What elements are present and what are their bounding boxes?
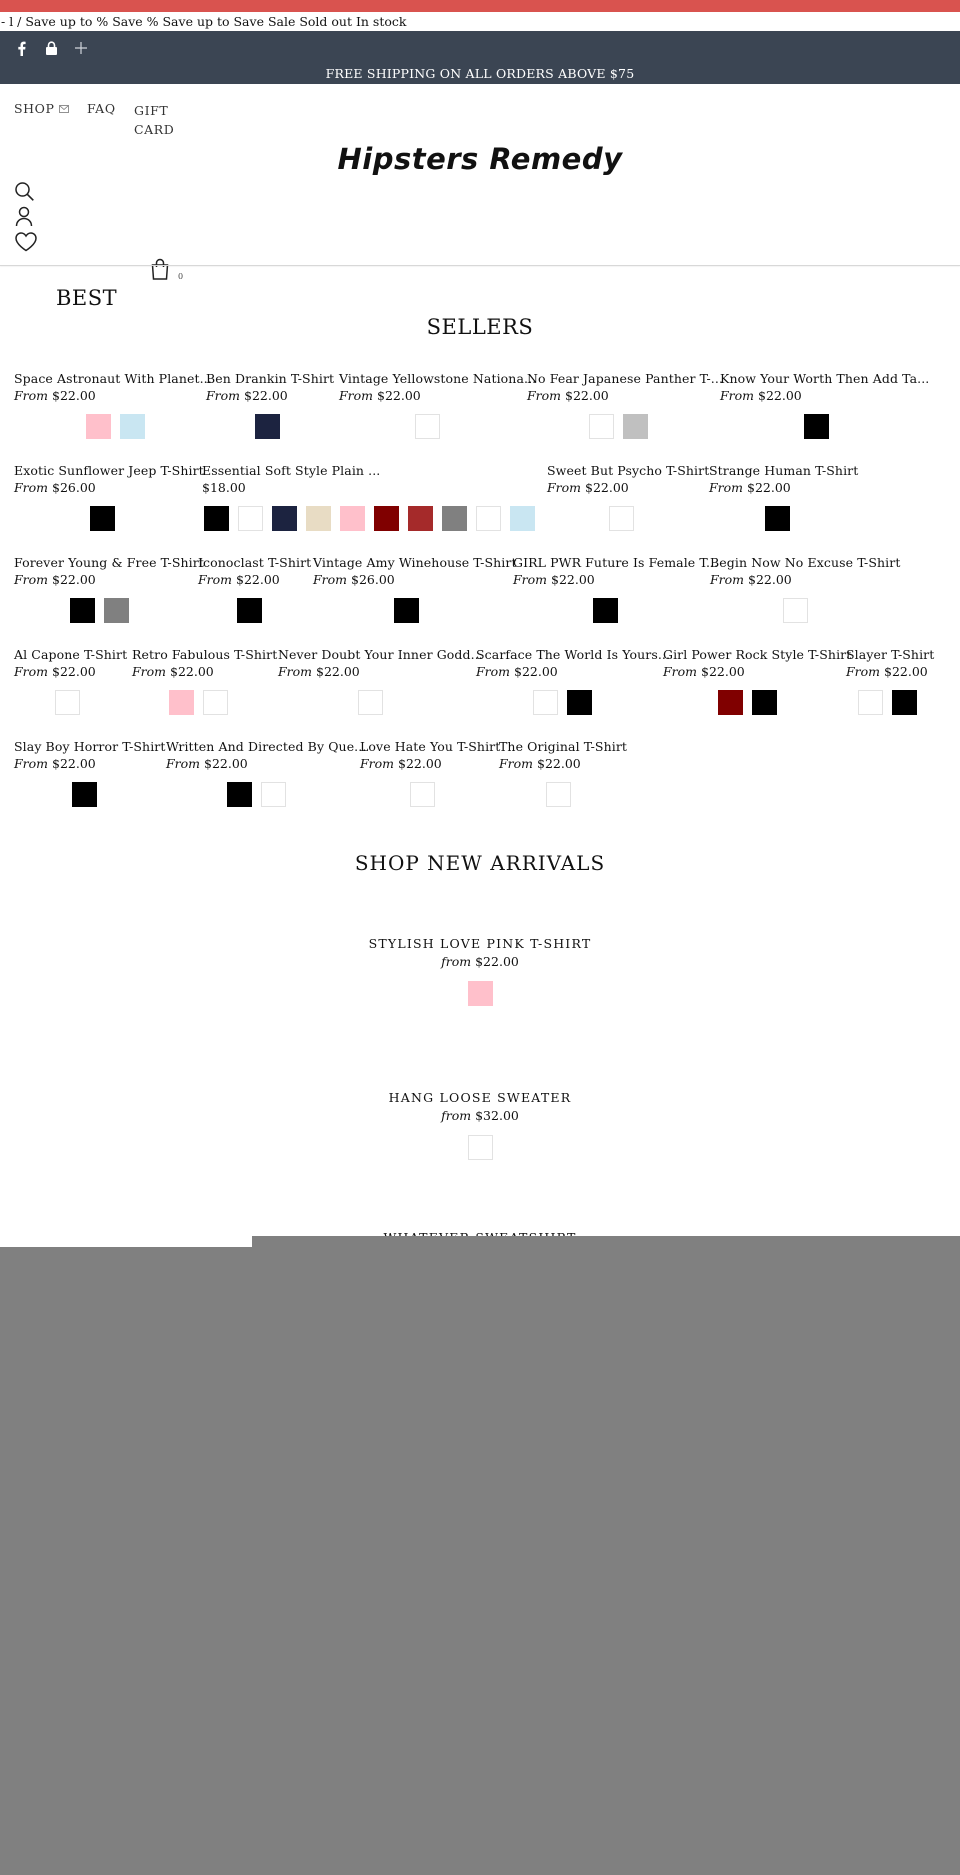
color-swatch[interactable] [306, 506, 331, 531]
color-swatch[interactable] [533, 690, 558, 715]
color-swatch[interactable] [593, 598, 618, 623]
product-name[interactable]: Exotic Sunflower Jeep T-Shirt [14, 463, 204, 478]
product-name[interactable]: Vintage Amy Winehouse T-Shirt [313, 555, 517, 570]
color-swatch[interactable] [476, 506, 501, 531]
product-card[interactable] [527, 371, 723, 405]
price-value: $22.00 [236, 572, 280, 587]
product-price [14, 663, 127, 681]
product-price [132, 663, 277, 681]
product-card[interactable] [710, 555, 900, 589]
price-value: $22.00 [565, 388, 609, 403]
color-swatch[interactable] [408, 506, 433, 531]
price-value: $22.00 [377, 388, 421, 403]
color-swatch[interactable] [765, 506, 790, 531]
product-price [710, 571, 900, 589]
swatch-list [415, 414, 440, 439]
price-from: From [663, 664, 698, 679]
free-shipping-banner: FREE SHIPPING ON ALL ORDERS ABOVE $75 [325, 66, 635, 81]
product-name[interactable]: Iconoclast T-Shirt [198, 555, 312, 570]
price-from: from [441, 1108, 472, 1123]
price-from: From [476, 664, 511, 679]
header-divider [0, 265, 960, 266]
color-swatch[interactable] [804, 414, 829, 439]
swatch-list [609, 506, 634, 531]
product-price [360, 755, 500, 773]
product-name[interactable]: Scarface The World Is Yours... [476, 647, 671, 662]
price-from: From [547, 480, 582, 495]
swatch-list [858, 690, 917, 715]
color-swatch[interactable] [104, 598, 129, 623]
price-from: From [339, 388, 374, 403]
store-logo[interactable]: Hipsters Remedy [337, 142, 623, 176]
product-card[interactable] [166, 739, 366, 773]
price-value: $22.00 [398, 756, 442, 771]
swatch-list [804, 414, 829, 439]
price-value: $32.00 [475, 1108, 519, 1123]
product-name[interactable]: Al Capone T-Shirt [14, 647, 128, 662]
product-card[interactable] [198, 555, 311, 589]
product-price [14, 387, 212, 405]
product-card[interactable] [339, 371, 536, 405]
color-swatch[interactable] [237, 598, 262, 623]
section-title-best: BEST [56, 286, 118, 310]
product-price [513, 571, 718, 589]
swatch-list [204, 506, 535, 531]
price-from: From [709, 480, 744, 495]
swatch-list [227, 782, 286, 807]
modal-overlay[interactable] [0, 1247, 960, 1875]
product-name[interactable]: Vintage Yellowstone Nationa... [339, 371, 537, 386]
promo-text: - l / Save up to % Save % Save up to Save Sale Sold out In stock [1, 14, 407, 29]
product-card[interactable] [206, 371, 334, 405]
color-swatch[interactable] [589, 414, 614, 439]
product-name[interactable]: Know Your Worth Then Add Ta... [720, 371, 930, 386]
color-swatch[interactable] [374, 506, 399, 531]
color-swatch[interactable] [255, 414, 280, 439]
swatch-list [410, 782, 435, 807]
price-value: $22.00 [204, 756, 248, 771]
price-value: $22.00 [170, 664, 214, 679]
product-price [198, 571, 311, 589]
facebook-icon[interactable] [13, 39, 29, 57]
product-name[interactable]: Retro Fabulous T-Shirt [132, 647, 278, 662]
swatch-list [358, 690, 383, 715]
product-card[interactable] [709, 463, 858, 497]
color-swatch[interactable] [783, 598, 808, 623]
price-value: $22.00 [551, 572, 595, 587]
product-price [14, 571, 204, 589]
color-swatch[interactable] [204, 506, 229, 531]
price-from: From [166, 756, 201, 771]
color-swatch[interactable] [567, 690, 592, 715]
swatch-list [765, 506, 790, 531]
product-price [709, 479, 858, 497]
price-value: $26.00 [52, 480, 96, 495]
product-name[interactable]: Love Hate You T-Shirt [360, 739, 501, 754]
color-swatch[interactable] [227, 782, 252, 807]
swatch-list [533, 690, 592, 715]
price-from: from [441, 954, 472, 969]
product-price [313, 571, 517, 589]
product-price [278, 663, 483, 681]
lock-icon[interactable] [43, 39, 59, 57]
product-card[interactable] [14, 647, 127, 681]
price-value: $18.00 [202, 480, 246, 495]
product-name[interactable]: The Original T-Shirt [499, 739, 628, 754]
price-value: $22.00 [748, 572, 792, 587]
price-from: From [198, 572, 233, 587]
product-name[interactable]: Ben Drankin T-Shirt [206, 371, 335, 386]
price-from: From [132, 664, 167, 679]
product-card[interactable] [547, 463, 709, 497]
price-value: $22.00 [52, 664, 96, 679]
product-name[interactable]: Never Doubt Your Inner Godd... [278, 647, 483, 662]
color-swatch[interactable] [752, 690, 777, 715]
price-from: From [513, 572, 548, 587]
price-value: $22.00 [747, 480, 791, 495]
color-swatch[interactable] [272, 506, 297, 531]
product-price [206, 387, 334, 405]
swatch-list [55, 690, 80, 715]
product-name[interactable]: Written And Directed By Que... [166, 739, 367, 754]
product-card[interactable] [720, 371, 929, 405]
product-name[interactable]: Slay Boy Horror T-Shirt [14, 739, 166, 754]
cart-button[interactable] [150, 258, 190, 284]
product-name[interactable]: GIRL PWR Future Is Female T... [513, 555, 719, 570]
product-card[interactable] [14, 463, 204, 497]
color-swatch[interactable] [86, 414, 111, 439]
price-value: $22.00 [585, 480, 629, 495]
price-from: From [499, 756, 534, 771]
top-bar [0, 31, 960, 84]
color-swatch[interactable] [238, 506, 263, 531]
color-swatch[interactable] [858, 690, 883, 715]
product-price [166, 755, 366, 773]
product-card[interactable] [313, 555, 517, 589]
arrival-price [0, 952, 960, 972]
product-price [527, 387, 723, 405]
product-name[interactable]: Sweet But Psycho T-Shirt [547, 463, 710, 478]
product-price [499, 755, 627, 773]
price-value: $22.00 [514, 664, 558, 679]
color-swatch[interactable] [468, 1135, 493, 1160]
color-swatch[interactable] [203, 690, 228, 715]
product-price [846, 663, 934, 681]
product-card[interactable] [14, 739, 166, 773]
price-from: From [14, 388, 49, 403]
product-price [720, 387, 929, 405]
arrival-price [0, 1106, 960, 1126]
product-card[interactable] [278, 647, 483, 681]
product-name[interactable]: Begin Now No Excuse T-Shirt [710, 555, 901, 570]
product-card[interactable] [14, 371, 212, 405]
product-price [202, 479, 380, 497]
arrival-card[interactable] [0, 936, 960, 1006]
swatch-list [593, 598, 618, 623]
product-card[interactable] [499, 739, 627, 773]
price-value: $22.00 [52, 388, 96, 403]
nav-shop[interactable] [14, 101, 69, 116]
price-from: From [278, 664, 313, 679]
product-card[interactable] [513, 555, 718, 589]
color-swatch[interactable] [72, 782, 97, 807]
product-name[interactable]: Forever Young & Free T-Shirt [14, 555, 204, 570]
product-name[interactable]: Essential Soft Style Plain ... [202, 463, 381, 478]
mail-icon [59, 105, 69, 113]
swatch-list [237, 598, 262, 623]
nav-shop-label: SHOP [14, 101, 55, 116]
color-swatch[interactable] [358, 690, 383, 715]
price-value: $22.00 [701, 664, 745, 679]
price-value: $22.00 [52, 572, 96, 587]
product-name[interactable]: No Fear Japanese Panther T-... [527, 371, 724, 386]
swatch-list [255, 414, 280, 439]
swatch-list [72, 782, 97, 807]
price-from: From [527, 388, 562, 403]
color-swatch[interactable] [510, 506, 535, 531]
arrival-name[interactable]: HANG LOOSE SWEATER [388, 1090, 572, 1105]
product-card[interactable] [132, 647, 277, 681]
social-icons [13, 39, 89, 57]
color-swatch[interactable] [340, 506, 365, 531]
price-from: From [14, 664, 49, 679]
color-swatch[interactable] [468, 981, 493, 1006]
color-swatch[interactable] [892, 690, 917, 715]
product-card[interactable] [360, 739, 500, 773]
plus-icon[interactable] [73, 39, 89, 57]
product-card[interactable] [846, 647, 934, 681]
nav-gift-card[interactable]: GIFT CARD [134, 103, 175, 137]
color-swatch[interactable] [442, 506, 467, 531]
price-value: $22.00 [475, 954, 519, 969]
price-from: From [710, 572, 745, 587]
color-swatch[interactable] [410, 782, 435, 807]
color-swatch[interactable] [169, 690, 194, 715]
search-icon[interactable] [14, 181, 40, 206]
product-name[interactable]: Space Astronaut With Planet... [14, 371, 212, 386]
account-icon[interactable] [14, 206, 40, 231]
swatch-list [394, 598, 419, 623]
header-icons [14, 181, 40, 256]
product-name[interactable]: Girl Power Rock Style T-Shirt [663, 647, 852, 662]
swatch-list [718, 690, 777, 715]
cart-icon [150, 258, 170, 280]
product-price [14, 479, 204, 497]
price-value: $22.00 [244, 388, 288, 403]
announcement-stripe [0, 0, 960, 12]
color-swatch[interactable] [609, 506, 634, 531]
price-value: $22.00 [52, 756, 96, 771]
swatch-list [589, 414, 648, 439]
product-card[interactable] [202, 463, 380, 497]
price-value: $22.00 [316, 664, 360, 679]
price-from: From [206, 388, 241, 403]
color-swatch[interactable] [718, 690, 743, 715]
price-from: From [14, 572, 49, 587]
section-title-new-arrivals: SHOP NEW ARRIVALS [354, 851, 606, 875]
color-swatch[interactable] [623, 414, 648, 439]
price-value: $22.00 [758, 388, 802, 403]
product-card[interactable] [663, 647, 851, 681]
arrival-card[interactable] [0, 1090, 960, 1160]
product-price [339, 387, 536, 405]
price-value: $22.00 [884, 664, 928, 679]
product-name[interactable]: Slayer T-Shirt [846, 647, 935, 662]
swatch-list [546, 782, 571, 807]
price-from: From [720, 388, 755, 403]
color-swatch[interactable] [70, 598, 95, 623]
color-swatch[interactable] [90, 506, 115, 531]
product-price [663, 663, 851, 681]
price-value: $22.00 [537, 756, 581, 771]
product-price [476, 663, 670, 681]
price-value: $26.00 [351, 572, 395, 587]
swatch-list [90, 506, 115, 531]
swatch-list [86, 414, 145, 439]
swatch-list [783, 598, 808, 623]
swatch-list [169, 690, 228, 715]
product-price [14, 755, 166, 773]
color-swatch[interactable] [546, 782, 571, 807]
price-from: From [14, 756, 49, 771]
nav-faq[interactable]: FAQ [87, 101, 116, 116]
cart-count: 0 [178, 272, 184, 281]
product-price [547, 479, 709, 497]
price-from: From [846, 664, 881, 679]
price-from: From [14, 480, 49, 495]
price-from: From [360, 756, 395, 771]
color-swatch[interactable] [261, 782, 286, 807]
arrival-name[interactable]: STYLISH LOVE PINK T-SHIRT [368, 936, 592, 951]
swatch-list [70, 598, 129, 623]
product-card[interactable] [14, 555, 204, 589]
color-swatch[interactable] [415, 414, 440, 439]
color-swatch[interactable] [55, 690, 80, 715]
color-swatch[interactable] [120, 414, 145, 439]
product-card[interactable] [476, 647, 670, 681]
color-swatch[interactable] [394, 598, 419, 623]
section-title-sellers: SELLERS [426, 315, 534, 339]
product-name[interactable]: Strange Human T-Shirt [709, 463, 859, 478]
heart-icon[interactable] [14, 231, 40, 256]
price-from: From [313, 572, 348, 587]
